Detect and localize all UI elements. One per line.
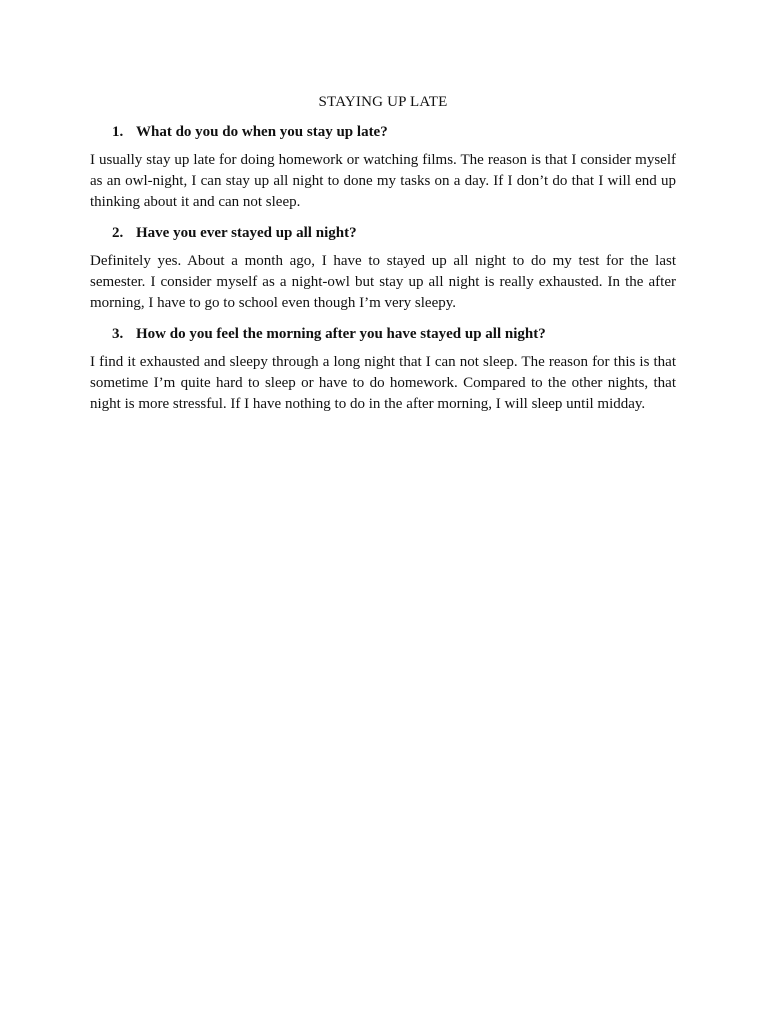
document-title: STAYING UP LATE	[318, 94, 448, 110]
question-number: 1.	[112, 124, 124, 140]
question-text: How do you feel the morning after you have stayed up all night?	[136, 326, 546, 342]
answer-2: Definitely yes. About a month ago, I have to stayed up all night to do my test for the last semester. I consider myself as a night-owl but stay up all night is really exhausted. In the after morning, I have to go to school even though I’m very sleepy.	[90, 253, 676, 311]
question-number: 2.	[112, 225, 124, 241]
question-number: 3.	[112, 326, 124, 342]
answer-1: I usually stay up late for doing homework or watching films. The reason is that I consider myself as an owl-night, I can stay up all night to done my tasks on a day. If I don’t do that I will end up thinking about it and can not sleep.	[90, 152, 676, 210]
question-2	[90, 223, 676, 243]
question-text: Have you ever stayed up all night?	[136, 225, 357, 241]
question-text: What do you do when you stay up late?	[136, 124, 388, 140]
answer-3: I find it exhausted and sleepy through a long night that I can not sleep. The reason for this is that sometime I’m quite hard to sleep or have to do homework. Compared to the other nights, that night is more stressful. If I have nothing to do in the after morning, I will sleep until midday.	[90, 354, 676, 412]
question-1	[90, 122, 676, 142]
question-3	[90, 324, 676, 344]
document-page	[90, 92, 676, 415]
